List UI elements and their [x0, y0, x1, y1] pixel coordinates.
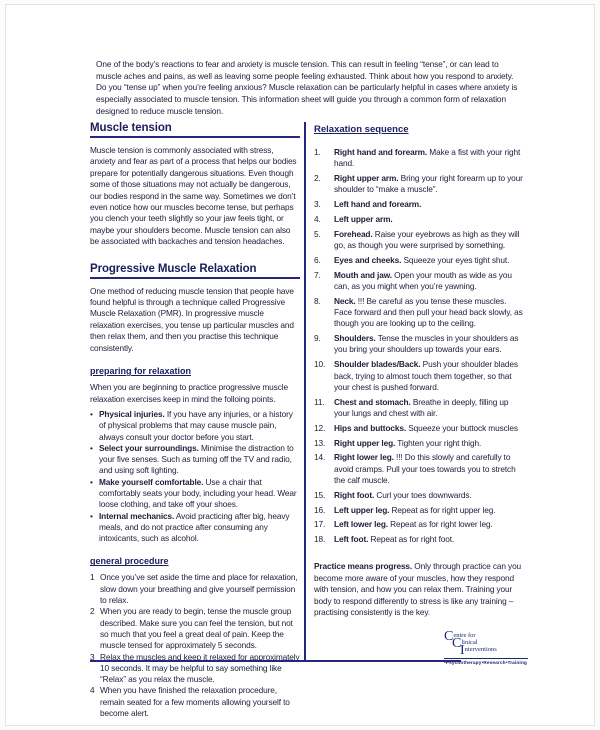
- sequence-number: 15.: [314, 489, 326, 500]
- pmr-heading: Progressive Muscle Relaxation: [90, 263, 300, 279]
- tagline-bullet: •: [481, 660, 484, 666]
- sequence-item: [314, 438, 526, 449]
- sequence-item: [314, 229, 526, 252]
- document-page: [5, 4, 595, 726]
- bullet-lead: Make yourself comfortable.: [99, 476, 204, 487]
- bullet-text: [99, 409, 300, 443]
- sequence-item: [314, 147, 526, 170]
- sequence-item: [314, 490, 526, 501]
- sequence-item: [314, 534, 526, 545]
- sequence-text: [334, 534, 526, 545]
- sequence-lead: Left hand and forearm.: [334, 199, 422, 210]
- logo-rest-2: linical: [461, 639, 478, 646]
- intro-paragraph: One of the body’s reactions to fear and anxiety is muscle tension. This can result in feeling “tense”, or can lead to muscle aches and pains, as well as leaving some people feeling exhausted. Think about how you respond to anxiety. Do you “tense up” when you’re feeling anxious? Muscle relaxation can be particularly helpful in cases where anxiety is especially associated to muscle tension. This information sheet will guide you through a common form of relaxation designed to reduce muscle tension.: [96, 59, 518, 116]
- sequence-number: 5.: [314, 228, 321, 239]
- left-column: [90, 122, 300, 719]
- logo-tagline: [444, 658, 528, 666]
- step-number: 2: [90, 606, 95, 617]
- sequence-lead: Eyes and cheeks.: [334, 254, 402, 265]
- bullet-rest: Use a chair that comfortably seats your body, including your head. Wear loose clothing, and take off your shoes.: [99, 476, 297, 510]
- sequence-number: 9.: [314, 333, 321, 344]
- sequence-item: [314, 452, 526, 486]
- logo-cap-c1: C: [444, 629, 454, 644]
- sequence-list: [314, 147, 526, 545]
- sequence-item: [314, 173, 526, 196]
- step-text: Once you’ve set aside the time and place for relaxation, slow down your breathing and give yourself permission to relax.: [100, 572, 298, 606]
- sequence-item: [314, 423, 526, 434]
- sequence-rest: Breathe in deeply, filling up your lungs and chest with air.: [334, 396, 509, 418]
- sequence-rest: Raise your eyebrows as high as they will go, as though you were surprised by something.: [334, 228, 520, 251]
- sequence-number: 3.: [314, 199, 321, 210]
- sequence-number: 1.: [314, 147, 321, 157]
- bullet-marker: •: [90, 476, 93, 487]
- sequence-lead: Right foot.: [334, 489, 375, 500]
- step-text: Relax the muscles and keep it relaxed for approximately 10 seconds. It may be helpful to say something like “Relax” as you relax the muscle.: [100, 651, 300, 685]
- sequence-number: 12.: [314, 422, 326, 433]
- sequence-lead: Left foot.: [334, 534, 369, 545]
- sequence-text: [334, 505, 526, 516]
- sequence-number: 10.: [314, 359, 326, 370]
- bullet-rest: Minimise the distraction to your five senses. Such as turning off the TV and radio, and using soft lighting.: [99, 442, 294, 476]
- tagline-word: Training: [507, 660, 527, 666]
- sequence-text: [334, 359, 526, 393]
- preparing-intro: When you are beginning to practice progressive muscle relaxation exercises keep in mind the folloing points.: [90, 382, 288, 404]
- sequence-item: [314, 296, 526, 330]
- sequence-text: [334, 397, 526, 420]
- sequence-text: [334, 199, 526, 210]
- bullet-lead: Physical injuries.: [99, 408, 165, 419]
- sequence-text: [334, 333, 526, 356]
- procedure-steps: [90, 572, 300, 719]
- step-text: When you have finished the relaxation procedure, remain seated for a few moments allowing yourself to become alert.: [100, 685, 290, 719]
- sequence-rest: Tense the muscles in your shoulders as you bring your shoulders up towards your ears.: [334, 333, 519, 355]
- right-column: [314, 122, 526, 618]
- sequence-lead: Right lower leg.: [334, 452, 394, 463]
- bullet-marker: •: [90, 442, 93, 453]
- sequence-text: [334, 214, 526, 225]
- sequence-rest: Repeat as for right lower leg.: [387, 519, 493, 530]
- practice-lead: Practice means progress.: [314, 561, 413, 572]
- sequence-lead: Forehead.: [334, 228, 373, 239]
- procedure-step: [90, 572, 300, 606]
- sequence-lead: Right upper arm.: [334, 173, 399, 184]
- procedure-step: [90, 652, 300, 686]
- sequence-text: [334, 423, 526, 434]
- logo-cap-c2: C: [452, 636, 462, 651]
- procedure-step: [90, 606, 300, 651]
- sequence-item: [314, 214, 526, 225]
- column-divider: [304, 122, 306, 662]
- sequence-number: 18.: [314, 534, 326, 545]
- bullet-item: [90, 511, 300, 545]
- bullet-marker: •: [90, 408, 93, 419]
- sequence-lead: Shoulders.: [334, 333, 376, 344]
- sequence-item: [314, 333, 526, 356]
- bullet-rest: Avoid practicing after big, heavy meals, and do not practice after consuming any intoxicants, such as alcohol.: [99, 510, 290, 544]
- sequence-lead: Left upper arm.: [334, 213, 393, 224]
- procedure-heading: general procedure: [90, 556, 169, 567]
- sequence-lead: Hips and buttocks.: [334, 422, 407, 433]
- sequence-number: 4.: [314, 213, 321, 224]
- step-text: When you are ready to begin, tense the muscle group described. Make sure you can feel the tension, but not so much that you feel a great deal of pain. Keep the muscle tensed for approximately 5 seconds.: [100, 606, 293, 651]
- sequence-item: [314, 270, 526, 293]
- sequence-text: [334, 296, 526, 330]
- logo-line-3: [460, 645, 528, 656]
- preparing-bullets: [90, 409, 300, 545]
- sequence-rest: Curl your toes downwards.: [374, 489, 472, 500]
- sequence-number: 8.: [314, 295, 321, 306]
- sequence-text: [334, 270, 526, 293]
- sequence-number: 2.: [314, 173, 321, 184]
- bullet-item: [90, 477, 300, 511]
- sequence-text: [334, 490, 526, 501]
- sequence-item: [314, 397, 526, 420]
- bullet-lead: Select your surroundings.: [99, 442, 199, 453]
- sequence-heading: Relaxation sequence: [314, 124, 409, 135]
- sequence-lead: Right upper leg.: [334, 437, 396, 448]
- sequence-item: [314, 255, 526, 266]
- preparing-heading: preparing for relaxation: [90, 366, 192, 377]
- sequence-lead: Chest and stomach.: [334, 396, 411, 407]
- step-number: 3: [90, 651, 95, 662]
- sequence-rest: Repeat as for right upper leg.: [389, 504, 496, 515]
- logo-rest-3: nterventions: [464, 646, 497, 653]
- sequence-number: 14.: [314, 452, 326, 463]
- sequence-item: [314, 199, 526, 210]
- sequence-lead: Left lower leg.: [334, 519, 388, 530]
- sequence-item: [314, 519, 526, 530]
- sequence-number: 6.: [314, 254, 321, 265]
- sequence-lead: Left upper leg.: [334, 504, 390, 515]
- tagline-bullet: •: [505, 660, 508, 666]
- sequence-rest: Open your mouth as wide as you can, as you might when you’re yawning.: [334, 269, 512, 291]
- sequence-rest: Squeeze your eyes tight shut.: [401, 254, 510, 265]
- sequence-text: [334, 438, 526, 449]
- sequence-text: [334, 452, 526, 486]
- muscle-tension-heading: Muscle tension: [90, 122, 300, 138]
- sequence-lead: Right hand and forearm.: [334, 147, 428, 157]
- step-number: 4: [90, 685, 95, 696]
- bullet-item: [90, 443, 300, 477]
- tagline-word: Psychotherapy: [445, 660, 482, 666]
- logo-rest-1: entre for: [453, 632, 476, 639]
- bullet-text: [99, 477, 300, 511]
- sequence-item: [314, 505, 526, 516]
- practice-paragraph: [314, 561, 526, 618]
- sequence-lead: Mouth and jaw.: [334, 269, 392, 280]
- sequence-rest: Tighten your right thigh.: [395, 437, 482, 448]
- sequence-number: 7.: [314, 269, 321, 280]
- procedure-step: [90, 685, 300, 719]
- sequence-rest: Push your shoulder blades back, trying to almost touch them together, so that your chest is pushed forward.: [334, 359, 518, 392]
- bullet-rest: If you have any injuries, or a history of physical problems that may cause muscle pain, always consult your doctor before you start.: [99, 408, 293, 442]
- sequence-number: 11.: [314, 396, 325, 407]
- sequence-item: [314, 359, 526, 393]
- sequence-rest: Repeat as for right foot.: [368, 534, 455, 545]
- sequence-number: 16.: [314, 504, 326, 515]
- tagline-bullet: •: [444, 660, 446, 666]
- bullet-lead: Internal mechanics.: [99, 510, 175, 521]
- bullet-item: [90, 409, 300, 443]
- sequence-rest: Bring your right forearm up to your shoulder to “make a muscle”.: [334, 173, 523, 195]
- bullet-text: [99, 511, 300, 545]
- sequence-text: [334, 229, 526, 252]
- sequence-lead: Shoulder blades/Back.: [334, 359, 421, 370]
- practice-rest: Only through practice can you become more aware of your muscles, how they respond with tension, and how you can relax them. Training your body to respond differently to stress is like any training – practising consistently is the key.: [314, 561, 522, 618]
- sequence-rest: !!! Be careful as you tense these muscles. Face forward and then pull your head back slowly, as though you are looking up to the ceiling.: [334, 295, 523, 329]
- sequence-text: [334, 255, 526, 266]
- sequence-lead: Neck.: [334, 295, 356, 306]
- sequence-text: [334, 173, 526, 196]
- cci-logo: [444, 631, 528, 666]
- muscle-tension-body: Muscle tension is commonly associated with stress, anxiety and fear as part of a process that helps our bodies prepare for potentially dangerous situations. Even though some of those situations may not actually be dangerous, our bodies respond in the same way. Sometimes we don’t even notice how our muscles become tense, but perhaps you clench your teeth slightly so your jaw feels tight, or maybe your shoulders become. Muscle tension can also be associated with backaches and tension headaches.: [90, 145, 297, 247]
- bullet-text: [99, 443, 300, 477]
- sequence-rest: Squeeze your buttock muscles: [406, 422, 518, 433]
- sequence-rest: Make a fist with your right hand.: [334, 147, 521, 169]
- logo-cap-i: I: [460, 643, 465, 658]
- sequence-rest: !!! Do this slowly and carefully to avoid cramps. Pull your toes towards you to stretch the calf muscle.: [334, 452, 516, 485]
- tagline-word: Research: [483, 660, 506, 666]
- sequence-number: 13.: [314, 437, 326, 448]
- bullet-marker: •: [90, 510, 93, 521]
- sequence-text: [334, 519, 526, 530]
- sequence-text: [334, 147, 526, 170]
- sequence-number: 17.: [314, 519, 326, 530]
- step-number: 1: [90, 572, 95, 583]
- pmr-body: One method of reducing muscle tension that people have found helpful is through a technique called Progressive Muscle Relaxation (PMR). In progressive muscle relaxation exercises, you tense up particular muscles and then relax them, and then you practise this technique consistently.: [90, 285, 294, 353]
